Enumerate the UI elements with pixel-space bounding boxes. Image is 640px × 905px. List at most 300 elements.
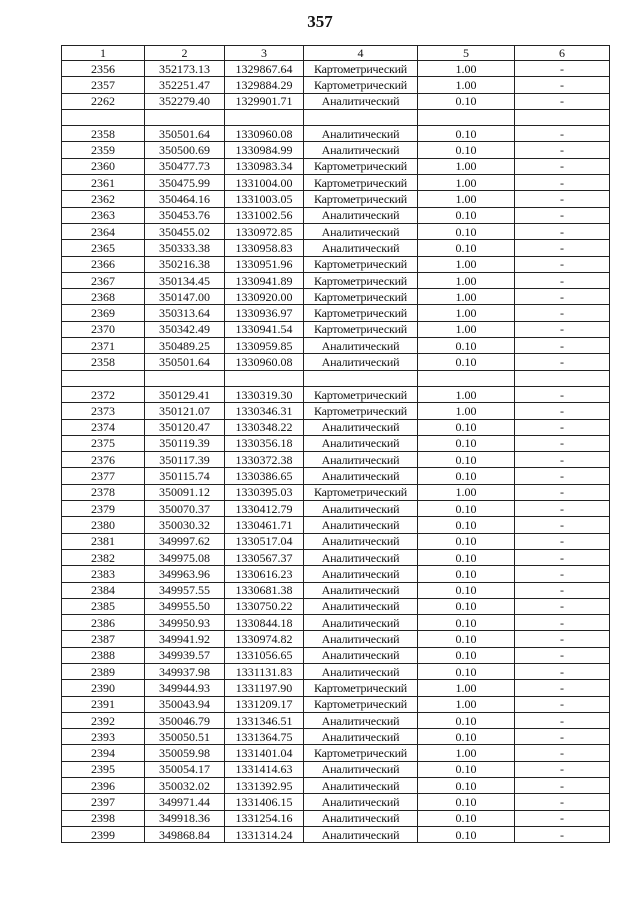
x-coordinate-cell: 349941.92 (145, 631, 225, 647)
x-coordinate-cell: 352173.13 (145, 61, 225, 77)
y-coordinate-cell: 1330681.38 (225, 582, 304, 598)
accuracy-cell: 0.10 (418, 549, 515, 565)
accuracy-cell: 0.10 (418, 663, 515, 679)
accuracy-cell: 0.10 (418, 501, 515, 517)
point-number-cell: 2388 (62, 647, 145, 663)
note-cell: - (515, 93, 610, 109)
note-cell: - (515, 696, 610, 712)
point-number-cell: 2358 (62, 126, 145, 142)
note-cell: - (515, 598, 610, 614)
y-coordinate-cell: 1331254.16 (225, 810, 304, 826)
point-number-cell: 2397 (62, 794, 145, 810)
y-coordinate-cell: 1331003.05 (225, 191, 304, 207)
note-cell: - (515, 794, 610, 810)
accuracy-cell: 0.10 (418, 93, 515, 109)
x-coordinate-cell: 349955.50 (145, 598, 225, 614)
x-coordinate-cell: 349975.08 (145, 549, 225, 565)
accuracy-cell: 1.00 (418, 321, 515, 337)
y-coordinate-cell: 1330372.38 (225, 452, 304, 468)
point-number-cell: 2399 (62, 826, 145, 842)
y-coordinate-cell: 1331406.15 (225, 794, 304, 810)
x-coordinate-cell: 350134.45 (145, 272, 225, 288)
y-coordinate-cell: 1330959.85 (225, 338, 304, 354)
table-row (62, 517, 610, 533)
table-separator-row (62, 109, 610, 125)
accuracy-cell (418, 370, 515, 386)
y-coordinate-cell: 1331209.17 (225, 696, 304, 712)
note-cell: - (515, 403, 610, 419)
method-cell: Аналитический (304, 761, 418, 777)
table-row (62, 663, 610, 679)
note-cell: - (515, 826, 610, 842)
y-coordinate-cell: 1330517.04 (225, 533, 304, 549)
accuracy-cell: 0.10 (418, 240, 515, 256)
point-number-cell: 2356 (62, 61, 145, 77)
method-cell: Аналитический (304, 419, 418, 435)
table-row (62, 598, 610, 614)
x-coordinate-cell: 350059.98 (145, 745, 225, 761)
accuracy-cell: 1.00 (418, 403, 515, 419)
table-row (62, 272, 610, 288)
accuracy-cell: 1.00 (418, 305, 515, 321)
point-number-cell: 2393 (62, 729, 145, 745)
accuracy-cell: 0.10 (418, 729, 515, 745)
table-row (62, 93, 610, 109)
table-row (62, 468, 610, 484)
y-coordinate-cell: 1330348.22 (225, 419, 304, 435)
table-row (62, 240, 610, 256)
note-cell: - (515, 419, 610, 435)
point-number-cell: 2376 (62, 452, 145, 468)
column-header-3: 3 (225, 46, 304, 61)
point-number-cell: 2362 (62, 191, 145, 207)
note-cell: - (515, 566, 610, 582)
y-coordinate-cell: 1331392.95 (225, 778, 304, 794)
table-row (62, 566, 610, 582)
accuracy-cell: 1.00 (418, 77, 515, 93)
method-cell: Картометрический (304, 305, 418, 321)
point-number-cell: 2385 (62, 598, 145, 614)
x-coordinate-cell: 350464.16 (145, 191, 225, 207)
point-number-cell: 2370 (62, 321, 145, 337)
table-row (62, 778, 610, 794)
method-cell: Аналитический (304, 826, 418, 842)
table-row (62, 403, 610, 419)
note-cell: - (515, 582, 610, 598)
accuracy-cell: 0.10 (418, 826, 515, 842)
point-number-cell: 2395 (62, 761, 145, 777)
point-number-cell (62, 109, 145, 125)
point-number-cell: 2386 (62, 615, 145, 631)
table-row (62, 191, 610, 207)
table-row (62, 223, 610, 239)
point-number-cell: 2358 (62, 354, 145, 370)
table-row (62, 696, 610, 712)
x-coordinate-cell: 350489.25 (145, 338, 225, 354)
table-row (62, 615, 610, 631)
method-cell: Аналитический (304, 354, 418, 370)
table-row (62, 77, 610, 93)
accuracy-cell: 0.10 (418, 598, 515, 614)
y-coordinate-cell: 1330974.82 (225, 631, 304, 647)
note-cell: - (515, 175, 610, 191)
accuracy-cell: 0.10 (418, 354, 515, 370)
x-coordinate-cell: 350070.37 (145, 501, 225, 517)
x-coordinate-cell: 349868.84 (145, 826, 225, 842)
table-row (62, 419, 610, 435)
method-cell: Аналитический (304, 501, 418, 517)
x-coordinate-cell: 352251.47 (145, 77, 225, 93)
point-number-cell: 2379 (62, 501, 145, 517)
table-row (62, 435, 610, 451)
x-coordinate-cell: 350115.74 (145, 468, 225, 484)
note-cell: - (515, 386, 610, 402)
table-row (62, 338, 610, 354)
table-row (62, 126, 610, 142)
y-coordinate-cell: 1330750.22 (225, 598, 304, 614)
method-cell: Аналитический (304, 810, 418, 826)
y-coordinate-cell: 1329884.29 (225, 77, 304, 93)
table-row (62, 631, 610, 647)
point-number-cell: 2363 (62, 207, 145, 223)
table-row (62, 142, 610, 158)
accuracy-cell: 0.10 (418, 338, 515, 354)
accuracy-cell: 1.00 (418, 696, 515, 712)
x-coordinate-cell: 350129.41 (145, 386, 225, 402)
method-cell: Картометрический (304, 289, 418, 305)
note-cell: - (515, 680, 610, 696)
y-coordinate-cell: 1330984.99 (225, 142, 304, 158)
accuracy-cell: 0.10 (418, 615, 515, 631)
method-cell: Аналитический (304, 615, 418, 631)
accuracy-cell: 0.10 (418, 566, 515, 582)
x-coordinate-cell: 350313.64 (145, 305, 225, 321)
y-coordinate-cell: 1330412.79 (225, 501, 304, 517)
method-cell: Картометрический (304, 158, 418, 174)
y-coordinate-cell: 1331401.04 (225, 745, 304, 761)
method-cell: Аналитический (304, 207, 418, 223)
note-cell: - (515, 729, 610, 745)
method-cell: Аналитический (304, 517, 418, 533)
table-row (62, 305, 610, 321)
method-cell: Аналитический (304, 712, 418, 728)
x-coordinate-cell: 349997.62 (145, 533, 225, 549)
point-number-cell: 2359 (62, 142, 145, 158)
y-coordinate-cell: 1331056.65 (225, 647, 304, 663)
y-coordinate-cell (225, 109, 304, 125)
method-cell: Аналитический (304, 582, 418, 598)
point-number-cell: 2366 (62, 256, 145, 272)
x-coordinate-cell: 350477.73 (145, 158, 225, 174)
x-coordinate-cell: 349957.55 (145, 582, 225, 598)
method-cell: Картометрический (304, 403, 418, 419)
accuracy-cell: 0.10 (418, 517, 515, 533)
table-body (62, 61, 610, 843)
column-header-2: 2 (145, 46, 225, 61)
column-header-1: 1 (62, 46, 145, 61)
table-row (62, 386, 610, 402)
table-separator-row (62, 370, 610, 386)
note-cell: - (515, 126, 610, 142)
y-coordinate-cell: 1330319.30 (225, 386, 304, 402)
note-cell: - (515, 354, 610, 370)
x-coordinate-cell: 349937.98 (145, 663, 225, 679)
table-row (62, 680, 610, 696)
point-number-cell: 2364 (62, 223, 145, 239)
point-number-cell: 2381 (62, 533, 145, 549)
coordinates-table (61, 45, 610, 843)
point-number-cell: 2360 (62, 158, 145, 174)
point-number-cell: 2398 (62, 810, 145, 826)
accuracy-cell: 1.00 (418, 158, 515, 174)
y-coordinate-cell: 1331314.24 (225, 826, 304, 842)
note-cell: - (515, 435, 610, 451)
note-cell: - (515, 289, 610, 305)
point-number-cell: 2390 (62, 680, 145, 696)
accuracy-cell: 0.10 (418, 712, 515, 728)
method-cell: Аналитический (304, 452, 418, 468)
table-row (62, 158, 610, 174)
point-number-cell: 2391 (62, 696, 145, 712)
table-row (62, 826, 610, 842)
accuracy-cell: 0.10 (418, 452, 515, 468)
x-coordinate-cell: 350043.94 (145, 696, 225, 712)
note-cell: - (515, 745, 610, 761)
point-number-cell: 2382 (62, 549, 145, 565)
accuracy-cell: 1.00 (418, 484, 515, 500)
table-row (62, 207, 610, 223)
note-cell: - (515, 256, 610, 272)
method-cell: Аналитический (304, 794, 418, 810)
accuracy-cell: 0.10 (418, 778, 515, 794)
accuracy-cell: 0.10 (418, 794, 515, 810)
method-cell: Картометрический (304, 386, 418, 402)
note-cell: - (515, 158, 610, 174)
y-coordinate-cell: 1330346.31 (225, 403, 304, 419)
accuracy-cell: 1.00 (418, 680, 515, 696)
table-row (62, 729, 610, 745)
y-coordinate-cell: 1329867.64 (225, 61, 304, 77)
y-coordinate-cell: 1330941.89 (225, 272, 304, 288)
method-cell: Картометрический (304, 191, 418, 207)
y-coordinate-cell: 1331002.56 (225, 207, 304, 223)
point-number-cell: 2384 (62, 582, 145, 598)
x-coordinate-cell: 350475.99 (145, 175, 225, 191)
table-row (62, 289, 610, 305)
y-coordinate-cell: 1330960.08 (225, 354, 304, 370)
accuracy-cell: 0.10 (418, 142, 515, 158)
point-number-cell: 2389 (62, 663, 145, 679)
method-cell: Картометрический (304, 680, 418, 696)
method-cell: Аналитический (304, 566, 418, 582)
note-cell: - (515, 501, 610, 517)
point-number-cell: 2372 (62, 386, 145, 402)
y-coordinate-cell (225, 370, 304, 386)
method-cell: Аналитический (304, 338, 418, 354)
column-header-4: 4 (304, 46, 418, 61)
table-row (62, 533, 610, 549)
table-row (62, 810, 610, 826)
note-cell: - (515, 663, 610, 679)
table-row (62, 175, 610, 191)
accuracy-cell: 0.10 (418, 126, 515, 142)
x-coordinate-cell: 350032.02 (145, 778, 225, 794)
point-number-cell (62, 370, 145, 386)
method-cell (304, 109, 418, 125)
point-number-cell: 2387 (62, 631, 145, 647)
y-coordinate-cell: 1330844.18 (225, 615, 304, 631)
point-number-cell: 2367 (62, 272, 145, 288)
y-coordinate-cell: 1330395.03 (225, 484, 304, 500)
note-cell: - (515, 223, 610, 239)
note-cell: - (515, 61, 610, 77)
y-coordinate-cell: 1330983.34 (225, 158, 304, 174)
accuracy-cell: 1.00 (418, 386, 515, 402)
note-cell: - (515, 77, 610, 93)
method-cell: Аналитический (304, 240, 418, 256)
method-cell: Аналитический (304, 533, 418, 549)
column-header-6: 6 (515, 46, 610, 61)
table-row (62, 321, 610, 337)
point-number-cell: 2374 (62, 419, 145, 435)
note-cell: - (515, 142, 610, 158)
method-cell: Аналитический (304, 598, 418, 614)
x-coordinate-cell: 350050.51 (145, 729, 225, 745)
method-cell: Аналитический (304, 142, 418, 158)
x-coordinate-cell: 352279.40 (145, 93, 225, 109)
accuracy-cell: 1.00 (418, 175, 515, 191)
x-coordinate-cell: 350342.49 (145, 321, 225, 337)
x-coordinate-cell: 350054.17 (145, 761, 225, 777)
table-row (62, 256, 610, 272)
point-number-cell: 2373 (62, 403, 145, 419)
method-cell: Картометрический (304, 272, 418, 288)
method-cell: Аналитический (304, 126, 418, 142)
x-coordinate-cell (145, 370, 225, 386)
note-cell (515, 109, 610, 125)
y-coordinate-cell: 1330461.71 (225, 517, 304, 533)
note-cell: - (515, 272, 610, 288)
table-row (62, 761, 610, 777)
accuracy-cell: 0.10 (418, 223, 515, 239)
page-number: 357 (307, 12, 333, 31)
note-cell: - (515, 452, 610, 468)
table-row (62, 452, 610, 468)
x-coordinate-cell: 349971.44 (145, 794, 225, 810)
accuracy-cell (418, 109, 515, 125)
accuracy-cell: 1.00 (418, 272, 515, 288)
method-cell: Аналитический (304, 468, 418, 484)
accuracy-cell: 1.00 (418, 191, 515, 207)
note-cell: - (515, 631, 610, 647)
column-header-5: 5 (418, 46, 515, 61)
point-number-cell: 2357 (62, 77, 145, 93)
x-coordinate-cell: 350147.00 (145, 289, 225, 305)
table-row (62, 582, 610, 598)
method-cell: Аналитический (304, 778, 418, 794)
table-row (62, 712, 610, 728)
note-cell: - (515, 338, 610, 354)
accuracy-cell: 1.00 (418, 745, 515, 761)
method-cell: Аналитический (304, 223, 418, 239)
point-number-cell: 2378 (62, 484, 145, 500)
method-cell: Аналитический (304, 93, 418, 109)
method-cell: Аналитический (304, 631, 418, 647)
point-number-cell: 2361 (62, 175, 145, 191)
x-coordinate-cell: 350119.39 (145, 435, 225, 451)
point-number-cell: 2368 (62, 289, 145, 305)
x-coordinate-cell: 350455.02 (145, 223, 225, 239)
y-coordinate-cell: 1330972.85 (225, 223, 304, 239)
method-cell: Картометрический (304, 745, 418, 761)
table-row (62, 549, 610, 565)
y-coordinate-cell: 1330941.54 (225, 321, 304, 337)
x-coordinate-cell: 350117.39 (145, 452, 225, 468)
note-cell: - (515, 468, 610, 484)
note-cell: - (515, 517, 610, 533)
y-coordinate-cell: 1331346.51 (225, 712, 304, 728)
point-number-cell: 2375 (62, 435, 145, 451)
note-cell: - (515, 712, 610, 728)
point-number-cell: 2371 (62, 338, 145, 354)
table-row (62, 794, 610, 810)
method-cell: Аналитический (304, 435, 418, 451)
method-cell: Аналитический (304, 663, 418, 679)
method-cell (304, 370, 418, 386)
point-number-cell: 2396 (62, 778, 145, 794)
method-cell: Аналитический (304, 647, 418, 663)
note-cell: - (515, 615, 610, 631)
point-number-cell: 2394 (62, 745, 145, 761)
accuracy-cell: 1.00 (418, 61, 515, 77)
method-cell: Аналитический (304, 729, 418, 745)
x-coordinate-cell: 350121.07 (145, 403, 225, 419)
method-cell: Картометрический (304, 77, 418, 93)
note-cell: - (515, 549, 610, 565)
x-coordinate-cell: 350120.47 (145, 419, 225, 435)
x-coordinate-cell: 350501.64 (145, 354, 225, 370)
accuracy-cell: 0.10 (418, 468, 515, 484)
y-coordinate-cell: 1330386.65 (225, 468, 304, 484)
note-cell: - (515, 240, 610, 256)
table-header-row (62, 46, 610, 61)
method-cell: Картометрический (304, 61, 418, 77)
x-coordinate-cell: 350453.76 (145, 207, 225, 223)
accuracy-cell: 1.00 (418, 256, 515, 272)
table-row (62, 354, 610, 370)
x-coordinate-cell: 349944.93 (145, 680, 225, 696)
note-cell: - (515, 647, 610, 663)
x-coordinate-cell: 349939.57 (145, 647, 225, 663)
point-number-cell: 2377 (62, 468, 145, 484)
x-coordinate-cell: 350501.64 (145, 126, 225, 142)
y-coordinate-cell: 1331131.83 (225, 663, 304, 679)
x-coordinate-cell: 349918.36 (145, 810, 225, 826)
note-cell: - (515, 321, 610, 337)
x-coordinate-cell: 350046.79 (145, 712, 225, 728)
note-cell: - (515, 533, 610, 549)
note-cell: - (515, 305, 610, 321)
accuracy-cell: 0.10 (418, 435, 515, 451)
y-coordinate-cell: 1330951.96 (225, 256, 304, 272)
table-row (62, 647, 610, 663)
x-coordinate-cell: 350030.32 (145, 517, 225, 533)
y-coordinate-cell: 1329901.71 (225, 93, 304, 109)
accuracy-cell: 0.10 (418, 647, 515, 663)
point-number-cell: 2392 (62, 712, 145, 728)
accuracy-cell: 0.10 (418, 761, 515, 777)
accuracy-cell: 0.10 (418, 810, 515, 826)
